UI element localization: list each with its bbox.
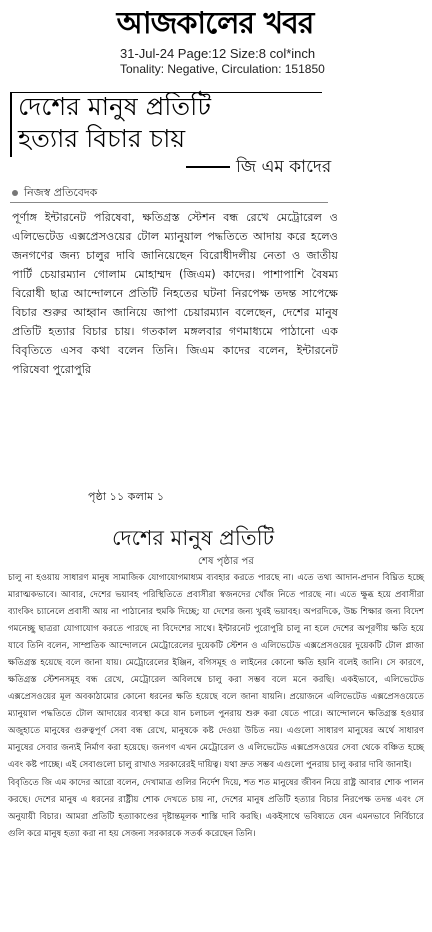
main-article xyxy=(0,80,432,510)
continuation-body xyxy=(8,570,424,844)
article-body: পূর্ণাঙ্গ ইন্টারনেট পরিষেবা, ক্ষতিগ্রস্ত স্টেশন বন্ধ রেখে মেট্রোরেল ও এলিভেটেড এক্সপ্রেসওয়ের টোল ম্যানুয়াল পদ্ধতিতে আদায় করে হলেও জনগণের জন্য চালুর দাবি জানিয়েছেন বিরোধীদলীয় নেতা ও জাতীয় পার্টি চেয়ারম্যান গোলাম মোহাম্মদ (জিএম) কাদের। পাশাপাশি বৈষম্য বিরোধী ছাত্র আন্দোলনে প্রতিটি নিহতের ঘটনা নিরপেক্ষ তদন্ত সাপেক্ষে বিচার শুরুর আহ্বান জানিয়ে জাপা চেয়ারম্যান বলেছেন, দেশের মানুষ প্রতিটি হত্যার বিচার চায়। গতকাল মঙ্গলবার গণমাধ্যমে পাঠানো এক বিবৃতিতে এসব কথা বলেন তিনি। জিএম কাদের বলেন, ইন্টারনেট পরিষেবা পুরোপুরি xyxy=(12,211,338,376)
bullet-icon xyxy=(12,190,18,196)
clip-date-page-size: 31-Jul-24 Page:12 Size:8 col*inch xyxy=(120,46,316,61)
headline-line-2: হত্যার বিচার চায় xyxy=(18,124,186,153)
continued-reference: পৃষ্ঠা ১১ কলাম ১ xyxy=(88,490,165,503)
paragraph: বিবৃতিতে জি এম কাদের আরো বলেন, দেখামাত্র গুলির নির্দেশ দিয়ে, শত শত মানুষের জীবন নিয়ে রাষ্ট্র আবার শোক পালন করছে। দেশের মানুষ এ ধরনের রাষ্ট্রীয় শোক দেখতে চায় না, দেশের মানুষ প্রতিটি হত্যার বিচার নিরপেক্ষ তদন্ত এবং সে অনুযায়ী বিচার। আমরা প্রতিটি হত্যাকাণ্ডের দৃষ্টান্তমূলক শাস্তি দাবি করছি। একইসাথে ভবিষ্যতে যেন এমনভাবে নির্বিচারে গুলি করে মানুষ হত্যা করা না হয় সেজন্য সরকারকে সতর্ক করেছেন তিনি। xyxy=(8,778,424,839)
continuation-article xyxy=(0,512,432,932)
headline-line-1: দেশের মানুষ প্রতিটি xyxy=(18,92,211,121)
reporter-credit xyxy=(12,184,97,203)
continued-from-label: শেষ পৃষ্ঠার পর xyxy=(198,556,254,567)
reporter-label: নিজস্ব প্রতিবেদক xyxy=(24,186,98,199)
newspaper-masthead: আজকালের খবর xyxy=(116,6,314,41)
byline: জি এম কাদের xyxy=(236,157,332,177)
clip-tonality-circulation: Tonality: Negative, Circulation: 151850 xyxy=(120,62,325,76)
paragraph: চালু না হওয়ায় সাধারণ মানুষ সামাজিক যোগাযোগমাধ্যম ব্যবহার করতে পারছে না। এতে তথ্য আদান-প্রদান বিঘ্নিত হচ্ছে মারাত্মকভাবে। আবার, দেশের ভয়াবহ পরিস্থিতিতে প্রবাসীরা স্বজনদের খোঁজ নিতে পারছে না। এতে ক্ষুব্ধ হয়ে প্রবাসীরা ব্যাংকিং চ্যানেলে প্রবাসী আয় না পাঠানোর হুমকি দিচ্ছে; যা দেশের জন্য খুবই ভয়াবহ। অপরদিকে, উচ্চ শিক্ষার জন্য বিদেশ গমনেচ্ছু ছাত্ররা যোগাযোগ করতে পারছে না বিদেশের সাথে। ইন্টারনেট পুরোপুরি চালু না হলে দেশের অপূরণীয় ক্ষতি হয়ে যাবে তিনি বলেন, সাম্প্রতিক আন্দোলনে মেট্রোরেলের দুয়েকটি স্টেশন ও এলিভেটেড এক্সপ্রেসওয়ের দুয়েকটি টোল প্লাজা ক্ষতিগ্রস্ত হয়েছে বলে জানা যায়। মেট্রোরেলের ইঞ্জিন, বগিসমূহ ও লাইনের কোনো ক্ষতি হয়নি বলেই জানি। সে কারণে, ক্ষতিগ্রস্ত স্টেশনসমূহ বন্ধ রেখে, মেট্রোরেল অবিলম্বে চালু করা সম্ভব বলে মনে করছি। একইভাবে, এলিভেটেড এক্সপ্রেসওয়ের মূল অবকাঠামোর কোনো ধরনের ক্ষতি হয়েছে বলে জানা যায়নি। প্রয়োজনে এলিভেটেড এক্সপ্রেসওয়েতে ম্যানুয়াল পদ্ধতিতে টোল আদায়ের ব্যবস্থা করে যান চলাচল পুনরায় শুরু করা যেতে পারে। আন্দোলনে ক্ষতিগ্রস্ত হওয়ার অজুহাতে মানুষের গুরুত্বপূর্ণ সেবা বন্ধ রেখে, মানুষকে কষ্ট দেওয়া উচিত নয়। এগুলো সাধারণ মানুষের অর্থে সাধারণ মানুষের সেবার জন্যই নির্মাণ করা হয়েছে। জনগণ এখন মেট্রোরেল ও এলিভেটেড এক্সপ্রেসওয়ের সেবা থেকে বঞ্চিত হচ্ছে এবং কষ্ট পাচ্ছে। এই সেবাগুলো চালু রাখাও সরকারেরই দায়িত্ব। যথা দ্রুত সম্ভব এগুলো পুনরায় চালু করার দাবি জানাই। xyxy=(8,573,424,770)
continuation-headline: দেশের মানুষ প্রতিটি xyxy=(112,526,275,550)
byline-dash xyxy=(186,166,230,168)
divider xyxy=(10,202,328,203)
